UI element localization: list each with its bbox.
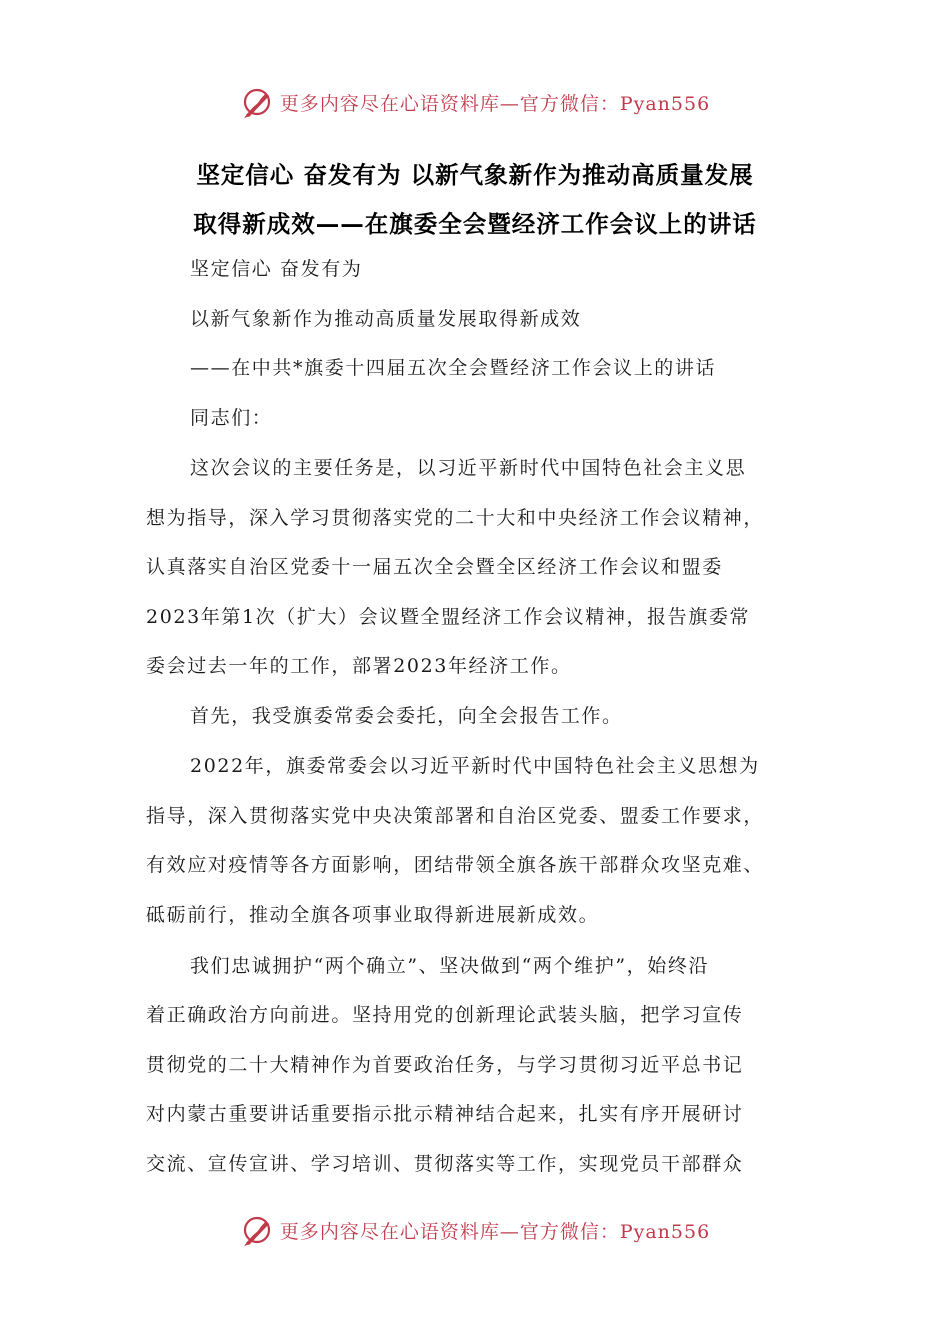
- paragraph-line: 着正确政治方向前进。坚持用党的创新理论武装头脑，把学习宣传: [146, 1004, 744, 1026]
- footer-banner: [0, 1210, 950, 1250]
- header-banner-text: 更多内容尽在心语资料库—官方微信：Pyan556: [279, 92, 711, 115]
- footer-banner-text: 更多内容尽在心语资料库—官方微信：Pyan556: [279, 1220, 711, 1243]
- document-title-line-2: 取得新成效——在旗委全会暨经济工作会议上的讲话: [193, 210, 757, 238]
- pen-logo-icon: [240, 1213, 274, 1247]
- pen-logo-icon: [240, 85, 274, 119]
- paragraph-line: 委会过去一年的工作，部署2023年经济工作。: [146, 655, 572, 677]
- paragraph-line: 砥砺前行，推动全旗各项事业取得新进展新成效。: [146, 904, 600, 926]
- document-title-line-1: 坚定信心 奋发有为 以新气象新作为推动高质量发展: [196, 161, 754, 189]
- subtitle-line-3: ——在中共*旗委十四届五次全会暨经济工作会议上的讲话: [190, 357, 717, 379]
- paragraph-line: 认真落实自治区党委十一届五次全会暨全区经济工作会议和盟委: [146, 556, 723, 578]
- header-banner: [0, 82, 950, 122]
- paragraph-line: 指导，深入贯彻落实党中央决策部署和自治区党委、盟委工作要求，: [146, 805, 765, 827]
- paragraph-line: 首先，我受旗委常委会委托，向全会报告工作。: [190, 705, 623, 727]
- salutation: 同志们：: [190, 407, 273, 429]
- paragraph-line: 我们忠诚拥护“两个确立”、坚决做到“两个维护”，始终沿: [190, 955, 710, 977]
- subtitle-line-1: 坚定信心 奋发有为: [190, 258, 363, 280]
- paragraph-line: 对内蒙古重要讲话重要指示批示精神结合起来，扎实有序开展研讨: [146, 1103, 744, 1125]
- paragraph-line: 这次会议的主要任务是，以习近平新时代中国特色社会主义思: [190, 457, 747, 479]
- paragraph-line: 想为指导，深入学习贯彻落实党的二十大和中央经济工作会议精神，: [146, 507, 765, 529]
- paragraph-line: 2023年第1次（扩大）会议暨全盟经济工作会议精神，报告旗委常: [146, 606, 751, 628]
- subtitle-line-2: 以新气象新作为推动高质量发展取得新成效: [190, 308, 582, 330]
- paragraph-line: 交流、宣传宣讲、学习培训、贯彻落实等工作，实现党员干部群众: [146, 1153, 744, 1175]
- paragraph-line: 贯彻党的二十大精神作为首要政治任务，与学习贯彻习近平总书记: [146, 1054, 744, 1076]
- paragraph-line: 有效应对疫情等各方面影响，团结带领全旗各族干部群众攻坚克难、: [146, 854, 765, 876]
- paragraph-line: 2022年，旗委常委会以习近平新时代中国特色社会主义思想为: [190, 755, 760, 777]
